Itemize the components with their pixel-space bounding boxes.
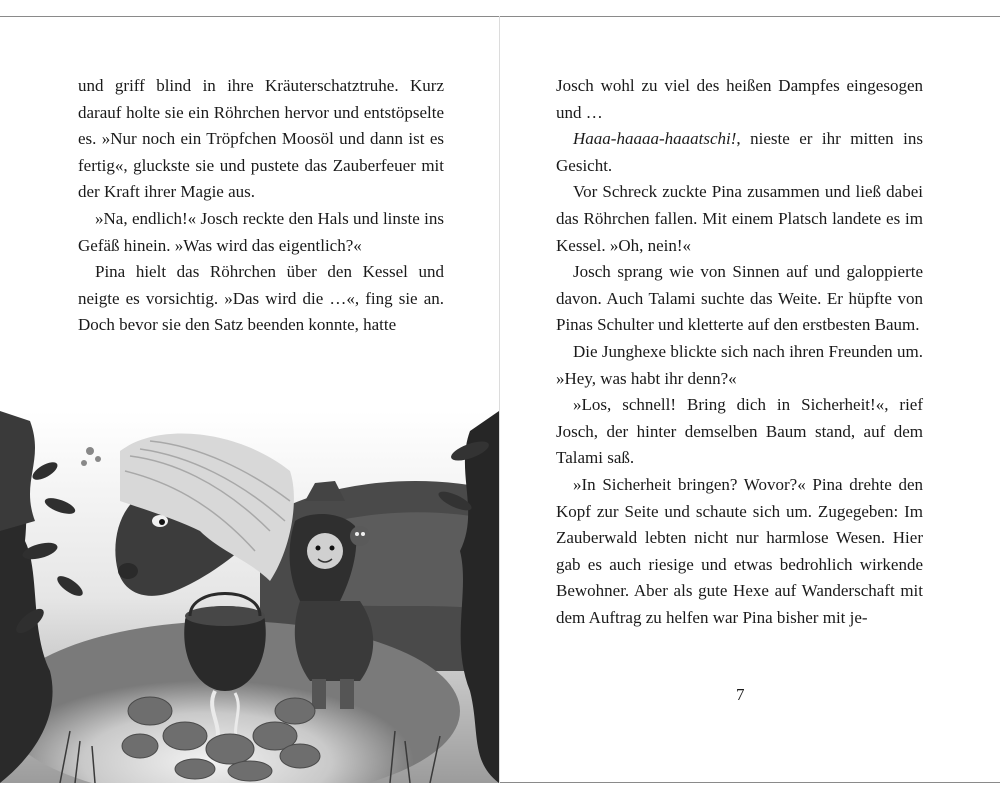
paragraph: und griff blind in ihre Kräuterschatztruhe. Kurz darauf holte sie ein Röhrchen hervor und entstöpselte es. »Nur noch ein Tröpfchen Moosöl und dann ist es fertig«, gluckste sie und pustete das Zauberfeuer mit der Kraft ihrer Magie aus.	[78, 76, 444, 202]
paragraph: »Na, endlich!« Josch reckte den Hals und linste ins Gefäß hinein. »Was wird das eigentlich?«	[78, 208, 444, 255]
paragraph: Die Junghexe blickte sich nach ihren Freunden um. »Hey, was habt ihr denn?«	[556, 341, 923, 388]
right-page-text	[556, 73, 923, 631]
left-page	[0, 16, 499, 783]
sneeze-italic: Haaa-haaaa-haaatschi!	[573, 129, 737, 149]
paragraph: Josch wohl zu viel des heißen Dampfes eingesogen und …	[556, 76, 923, 122]
left-page-text	[78, 73, 444, 339]
paragraph: Vor Schreck zuckte Pina zusammen und ließ dabei das Röhrchen fallen. Mit einem Platsch landete es im Kessel. »Oh, nein!«	[556, 182, 923, 255]
paragraph: »Los, schnell! Bring dich in Sicherheit!«, rief Josch, der hinter demselben Baum stand, auf dem Talami saß.	[556, 395, 923, 468]
page-number: 7	[736, 685, 745, 704]
paragraph: Pina hielt das Röhrchen über den Kessel und neigte es vorsichtig. »Das wird die …«, fing sie an. Doch bevor sie den Satz beenden konnte, hatte	[78, 262, 444, 335]
paragraph: Josch sprang wie von Sinnen auf und galoppierte davon. Auch Talami suchte das Weite. Er hüpfte von Pinas Schulter und kletterte auf den erstbesten Baum.	[556, 262, 923, 335]
paragraph: »In Sicherheit bringen? Wovor?« Pina drehte den Kopf zur Seite und schaute sich um. Zugegeben: Im Zauberwald lebten nicht nur harmlose Wesen. Hier gab es auch riesige und etwas bedrohlich wirkende Bewohner. Aber als gute Hexe auf Wanderschaft mit dem Auftrag zu helfen war Pina bisher mit je-	[556, 474, 923, 627]
right-page	[500, 16, 1000, 783]
paragraph-rest: , nieste er ihr mitten ins Gesicht.	[556, 129, 923, 175]
illustration-pony-witch-cauldron	[0, 411, 499, 783]
paragraph	[556, 126, 923, 179]
